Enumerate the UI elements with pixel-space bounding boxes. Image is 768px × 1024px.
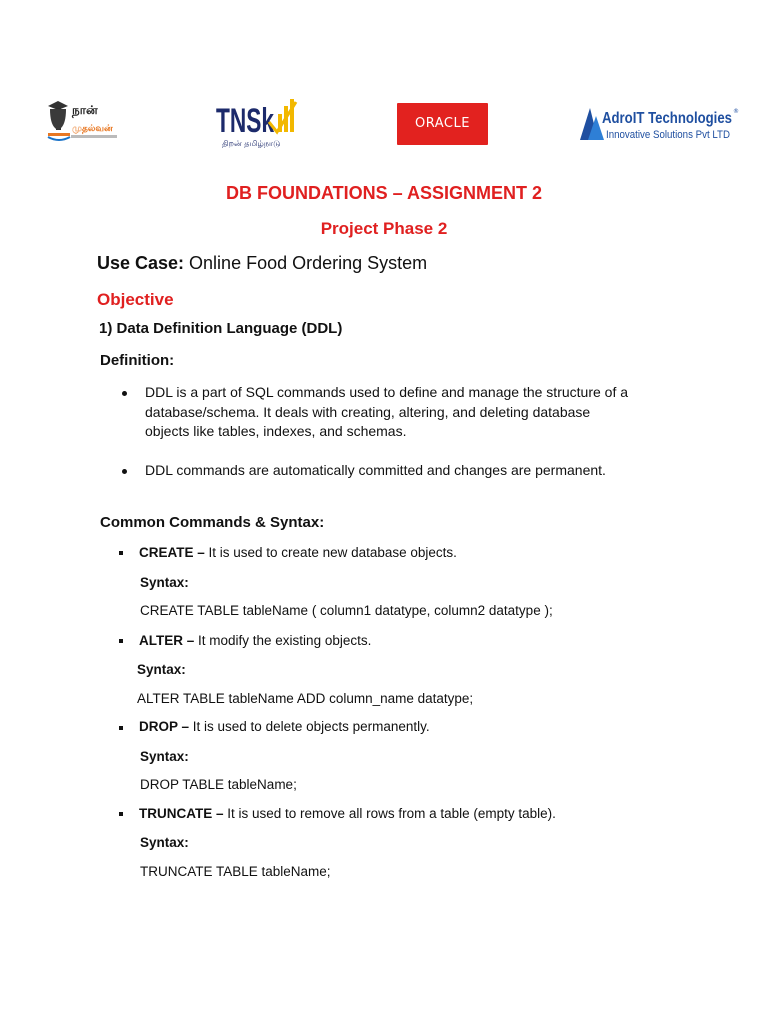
- command-drop: [139, 719, 430, 734]
- command-desc: It is used to create new database objects.: [204, 545, 457, 560]
- use-case-value: Online Food Ordering System: [184, 253, 428, 273]
- square-bullet: [119, 639, 123, 643]
- command-truncate: [139, 806, 556, 821]
- command-create: [139, 545, 457, 560]
- assignment-title: DB FOUNDATIONS – ASSIGNMENT 2: [225, 183, 543, 203]
- syntax-code: DROP TABLE tableName;: [140, 777, 297, 792]
- syntax-label: Syntax:: [140, 749, 189, 764]
- tnsk-logo-text: TNSk: [216, 102, 275, 140]
- adroit-logo: [578, 104, 740, 144]
- oracle-logo-text: ORACLE: [415, 116, 470, 131]
- bullet-dot: [122, 469, 127, 474]
- naan-logo-sub: முதல்வன்: [72, 124, 113, 134]
- definition-label: Definition:: [100, 352, 175, 369]
- syntax-code: TRUNCATE TABLE tableName;: [140, 864, 331, 879]
- square-bullet: [119, 551, 123, 555]
- syntax-label: Syntax:: [137, 662, 186, 677]
- bullet-dot: [122, 391, 127, 396]
- registered-mark: ®: [733, 108, 739, 115]
- square-bullet: [119, 812, 123, 816]
- bullet-line: objects like tables, indexes, and schemas.: [145, 423, 407, 439]
- tnsk-logo-sub: திறன் தமிழ்நாடு: [222, 139, 281, 148]
- adroit-logo-title: AdroIT Technologies: [602, 110, 733, 127]
- common-commands-heading: Common Commands & Syntax:: [100, 514, 325, 531]
- command-name: ALTER –: [139, 633, 195, 648]
- naan-logo-title: நான்: [72, 103, 98, 117]
- definition-bullet-1: [145, 383, 705, 442]
- adroit-logo-sub: Innovative Solutions Pvt LTD: [606, 129, 731, 141]
- use-case-line: [97, 253, 427, 274]
- use-case-label: Use Case:: [97, 253, 185, 273]
- oracle-logo: [397, 103, 488, 145]
- command-desc: It is used to delete objects permanently.: [189, 719, 430, 734]
- objective-heading: Objective: [97, 290, 174, 309]
- tnsk-logo: [214, 96, 298, 150]
- syntax-code: CREATE TABLE tableName ( column1 datatype, column2 datatype );: [140, 603, 553, 618]
- square-bullet: [119, 726, 123, 730]
- command-name: DROP –: [139, 719, 190, 734]
- command-name: TRUNCATE –: [139, 806, 224, 821]
- naan-mudhalvan-logo: [44, 97, 122, 151]
- definition-bullet-2: DDL commands are automatically committed and changes are permanent.: [145, 462, 606, 478]
- ddl-section-heading: 1) Data Definition Language (DDL): [99, 320, 343, 337]
- command-desc: It is used to remove all rows from a table (empty table).: [223, 806, 556, 821]
- command-name: CREATE –: [139, 545, 205, 560]
- syntax-label: Syntax:: [140, 575, 189, 590]
- bullet-line: database/schema. It deals with creating, altering, and deleting database: [145, 403, 591, 420]
- syntax-code: ALTER TABLE tableName ADD column_name datatype;: [137, 691, 474, 706]
- project-phase-subtitle: Project Phase 2: [320, 219, 448, 238]
- bullet-line: DDL is a part of SQL commands used to define and manage the structure of a: [145, 384, 629, 400]
- command-desc: It modify the existing objects.: [194, 633, 372, 648]
- command-alter: [139, 633, 371, 648]
- syntax-label: Syntax:: [140, 835, 189, 850]
